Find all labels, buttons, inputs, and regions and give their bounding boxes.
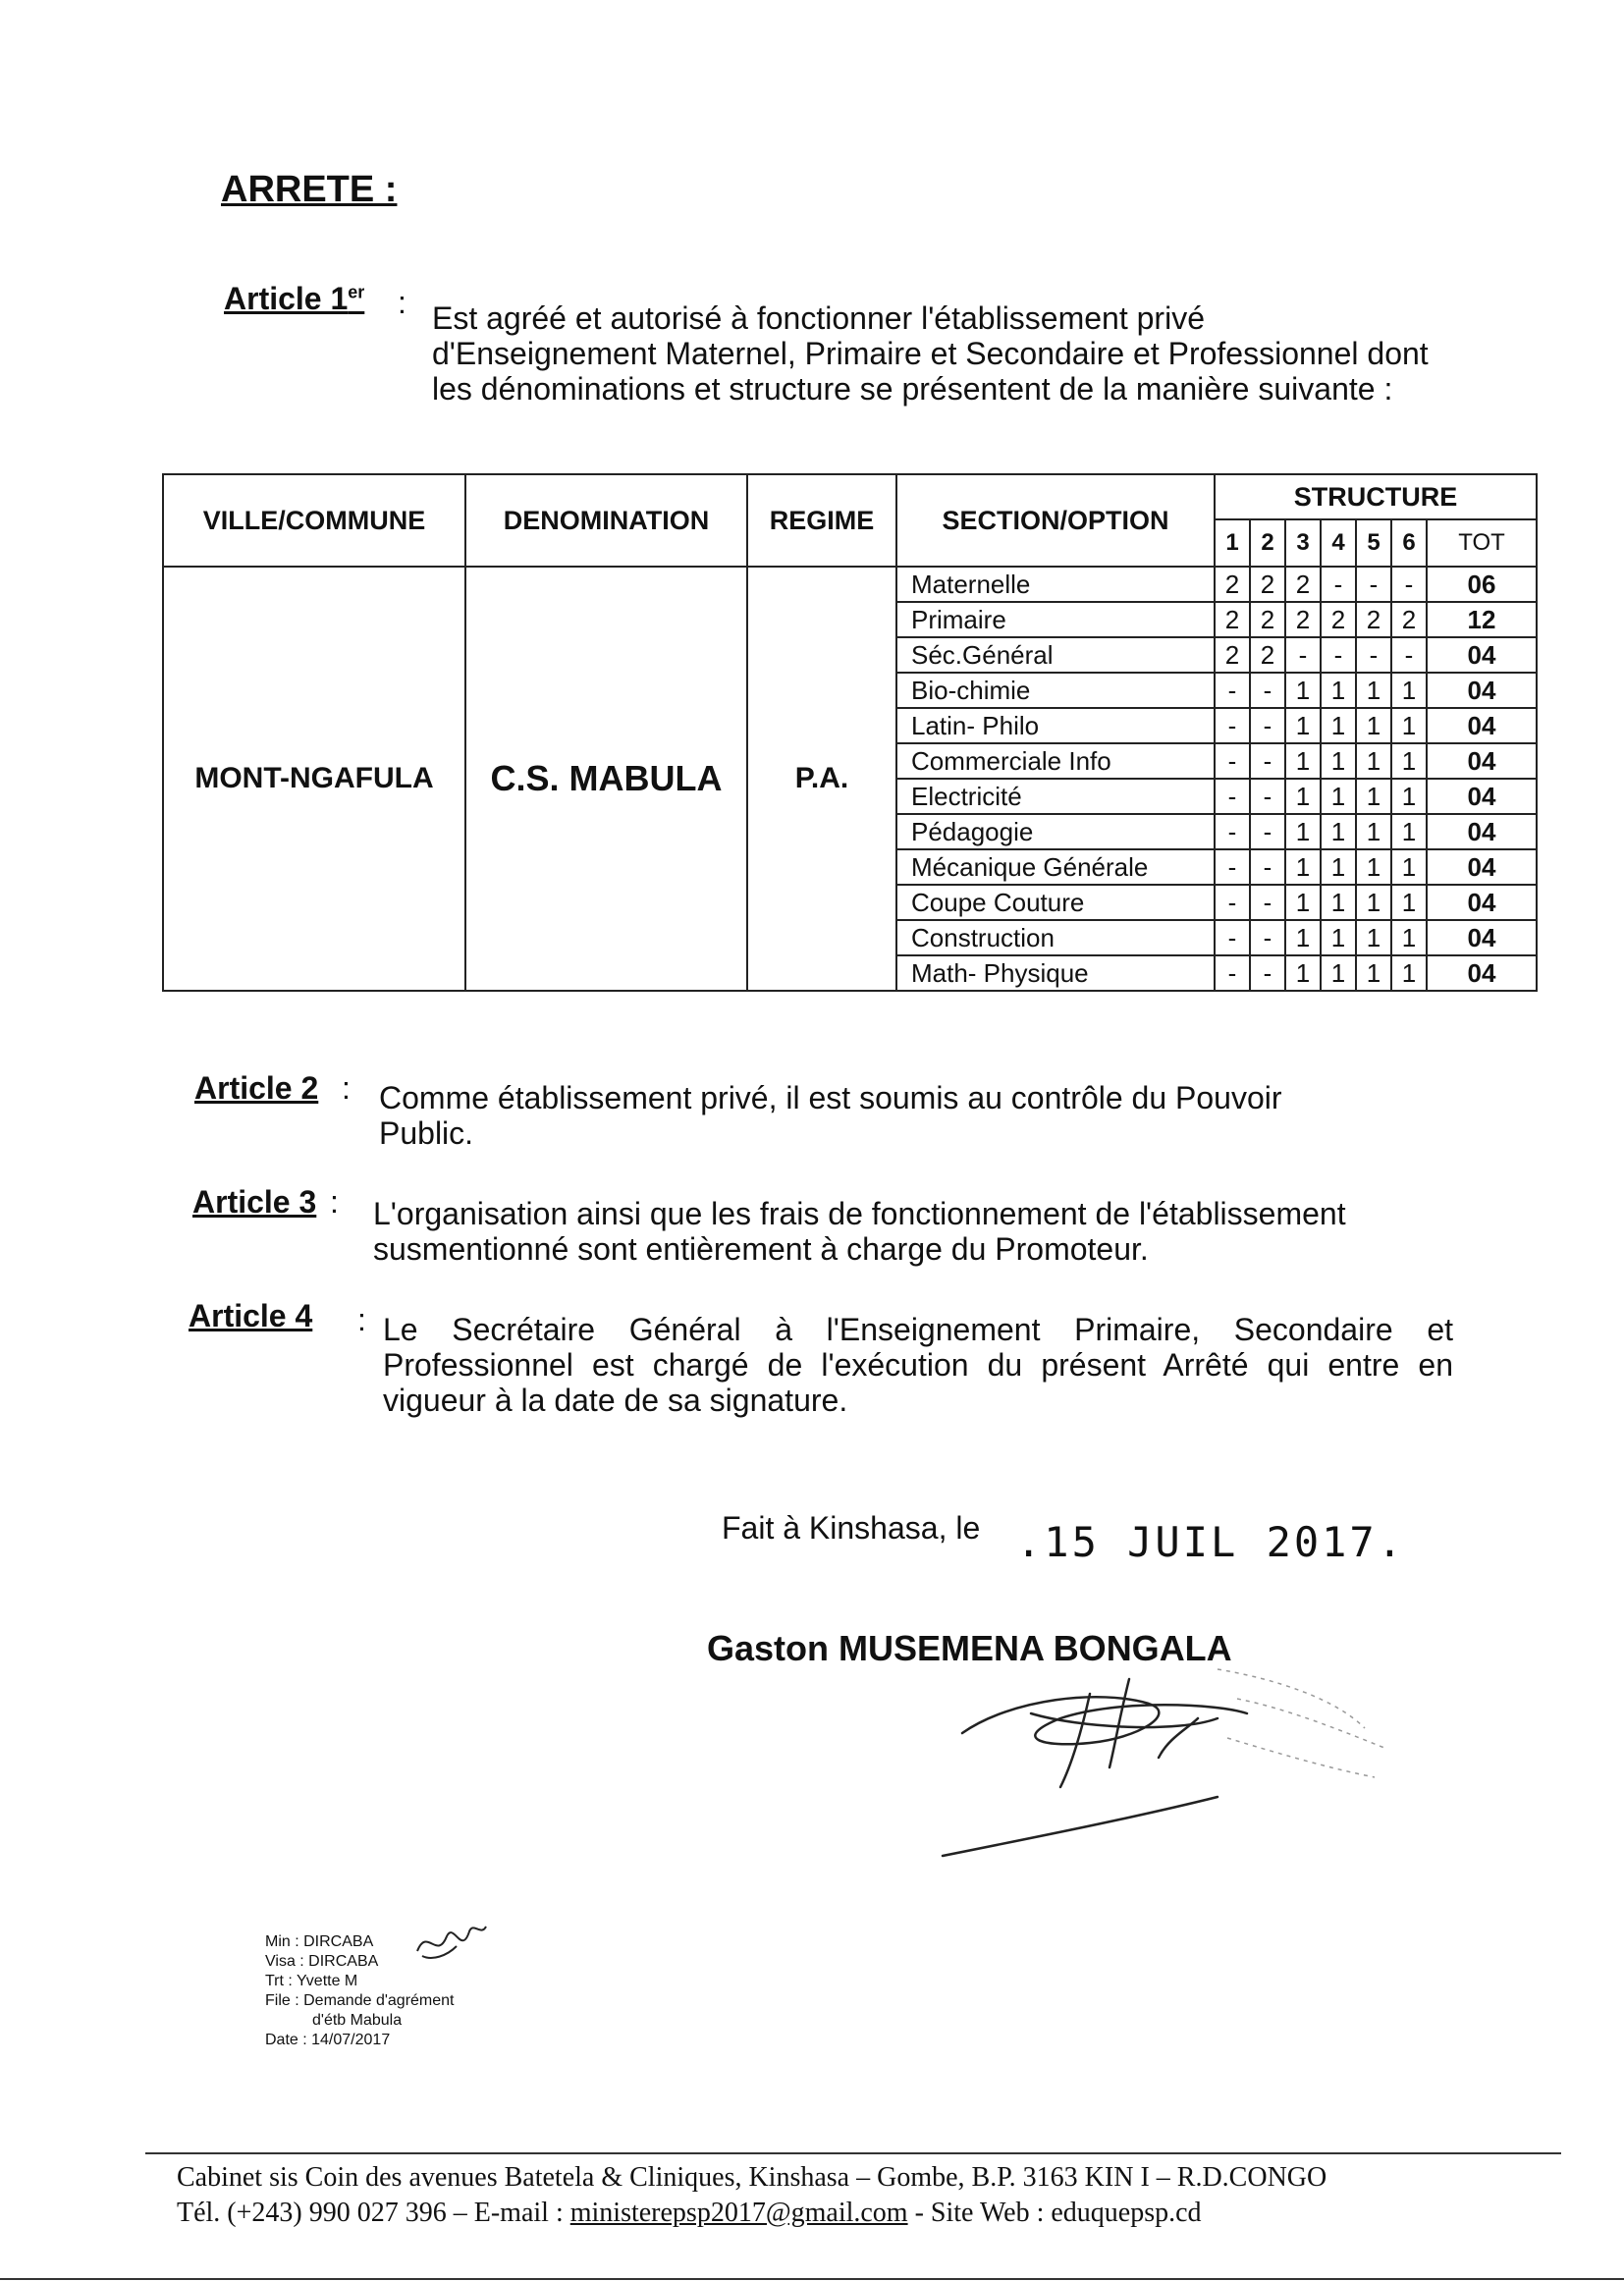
header-section: SECTION/OPTION	[896, 474, 1215, 567]
table-row	[163, 567, 1537, 602]
cell-year-6: 1	[1391, 814, 1427, 849]
header-structure: STRUCTURE	[1215, 474, 1537, 519]
cell-year-1: -	[1215, 885, 1250, 920]
article-2-text: Comme établissement privé, il est soumis au contrôle du Pouvoir Public.	[379, 1080, 1282, 1151]
cell-year-1: -	[1215, 814, 1250, 849]
cell-year-2: -	[1250, 743, 1285, 779]
cell-total: 04	[1427, 814, 1537, 849]
cell-year-6: 1	[1391, 885, 1427, 920]
article-1-text: Est agréé et autorisé à fonctionner l'établissement privé d'Enseignement Maternel, Primaire et Secondaire et Professionnel dont les dénominations et structure se présentent de la manière suivante :	[432, 300, 1429, 407]
header-col-2: 2	[1250, 519, 1285, 567]
cell-year-3: 1	[1285, 955, 1321, 991]
cell-year-4: 1	[1321, 885, 1356, 920]
cell-year-2: 2	[1250, 602, 1285, 637]
article-3-text: L'organisation ainsi que les frais de fonctionnement de l'établissement susmentionné sont entièrement à charge du Promoteur.	[373, 1196, 1346, 1267]
cell-year-5: 1	[1356, 849, 1391, 885]
reference-line: Min : DIRCABA	[265, 1933, 374, 1950]
cell-year-4: 1	[1321, 920, 1356, 955]
cell-total: 06	[1427, 567, 1537, 602]
cell-total: 12	[1427, 602, 1537, 637]
cell-section: Commerciale Info	[896, 743, 1215, 779]
article-1-label: Article 1er	[224, 281, 365, 316]
cell-ville: MONT-NGAFULA	[163, 567, 465, 991]
article-4-text: Le Secrétaire Général à l'Enseignement Primaire, Secondaire et Professionnel est chargé de l'exécution du présent Arrêté qui entre en vigueur à la date de sa signature.	[383, 1312, 1453, 1418]
cell-year-1: 2	[1215, 637, 1250, 673]
footer-address: Cabinet sis Coin des avenues Batetela & Cliniques, Kinshasa – Gombe, B.P. 3163 KIN I – R.D.CONGO	[177, 2162, 1327, 2193]
cell-section: Mécanique Générale	[896, 849, 1215, 885]
cell-year-4: 1	[1321, 779, 1356, 814]
signature-place: Fait à Kinshasa, le	[722, 1510, 981, 1546]
cell-year-2: -	[1250, 885, 1285, 920]
cell-section: Latin- Philo	[896, 708, 1215, 743]
cell-section: Pédagogie	[896, 814, 1215, 849]
cell-year-1: -	[1215, 955, 1250, 991]
cell-section: Electricité	[896, 779, 1215, 814]
reference-line: Trt : Yvette M	[265, 1973, 358, 1989]
cell-year-5: 1	[1356, 779, 1391, 814]
cell-year-2: -	[1250, 708, 1285, 743]
cell-year-1: 2	[1215, 602, 1250, 637]
cell-total: 04	[1427, 885, 1537, 920]
header-ville: VILLE/COMMUNE	[163, 474, 465, 567]
cell-year-4: 1	[1321, 743, 1356, 779]
cell-section: Coupe Couture	[896, 885, 1215, 920]
cell-year-3: 2	[1285, 567, 1321, 602]
cell-section: Primaire	[896, 602, 1215, 637]
article-2-label: Article 2	[194, 1070, 319, 1106]
cell-year-4: -	[1321, 567, 1356, 602]
cell-year-3: 1	[1285, 920, 1321, 955]
cell-year-4: 1	[1321, 955, 1356, 991]
header-col-4: 4	[1321, 519, 1356, 567]
cell-year-3: 1	[1285, 779, 1321, 814]
page-bottom-line	[0, 2278, 1624, 2280]
cell-year-2: -	[1250, 779, 1285, 814]
cell-year-6: 1	[1391, 708, 1427, 743]
cell-total: 04	[1427, 920, 1537, 955]
article-4-label: Article 4	[189, 1298, 313, 1333]
cell-total: 04	[1427, 637, 1537, 673]
cell-year-5: 1	[1356, 673, 1391, 708]
reference-line: Visa : DIRCABA	[265, 1953, 379, 1970]
cell-total: 04	[1427, 708, 1537, 743]
cell-year-5: -	[1356, 567, 1391, 602]
header-regime: REGIME	[747, 474, 896, 567]
cell-year-6: -	[1391, 567, 1427, 602]
cell-year-6: -	[1391, 637, 1427, 673]
cell-year-1: -	[1215, 849, 1250, 885]
cell-year-6: 1	[1391, 849, 1427, 885]
cell-year-6: 1	[1391, 955, 1427, 991]
initials-paraph	[412, 1917, 491, 1966]
cell-year-6: 2	[1391, 602, 1427, 637]
header-col-tot: TOT	[1427, 519, 1537, 567]
article-2-sep: :	[342, 1070, 351, 1106]
article-1-sep: :	[398, 285, 406, 320]
cell-year-1: -	[1215, 779, 1250, 814]
cell-year-4: 1	[1321, 849, 1356, 885]
cell-year-3: 1	[1285, 885, 1321, 920]
cell-section: Séc.Général	[896, 637, 1215, 673]
header-col-6: 6	[1391, 519, 1427, 567]
cell-year-4: 2	[1321, 602, 1356, 637]
cell-year-2: -	[1250, 814, 1285, 849]
cell-year-2: -	[1250, 849, 1285, 885]
cell-year-2: -	[1250, 955, 1285, 991]
signatory-name: Gaston MUSEMENA BONGALA	[707, 1628, 1232, 1668]
handwritten-signature	[923, 1659, 1394, 1885]
footer	[177, 2160, 1326, 2231]
article-4-sep: :	[357, 1302, 366, 1337]
cell-year-3: 1	[1285, 673, 1321, 708]
cell-year-1: 2	[1215, 567, 1250, 602]
cell-section: Bio-chimie	[896, 673, 1215, 708]
cell-year-2: 2	[1250, 567, 1285, 602]
cell-year-5: 2	[1356, 602, 1391, 637]
cell-total: 04	[1427, 779, 1537, 814]
page-title: ARRETE :	[221, 169, 398, 210]
cell-year-4: 1	[1321, 708, 1356, 743]
cell-year-1: -	[1215, 920, 1250, 955]
cell-year-2: -	[1250, 673, 1285, 708]
cell-year-4: 1	[1321, 814, 1356, 849]
cell-year-3: 1	[1285, 743, 1321, 779]
reference-line: File : Demande d'agrément	[265, 1992, 455, 2009]
cell-section: Construction	[896, 920, 1215, 955]
cell-year-5: 1	[1356, 885, 1391, 920]
header-col-1: 1	[1215, 519, 1250, 567]
cell-year-6: 1	[1391, 673, 1427, 708]
cell-section: Math- Physique	[896, 955, 1215, 991]
cell-year-6: 1	[1391, 779, 1427, 814]
reference-line: Date : 14/07/2017	[265, 2032, 391, 2048]
reference-line: d'étb Mabula	[312, 2012, 403, 2029]
footer-contact: Tél. (+243) 990 027 396 – E-mail : ministerepsp2017@gmail.com - Site Web : eduquepsp.cd	[177, 2198, 1202, 2228]
cell-year-5: -	[1356, 637, 1391, 673]
cell-year-5: 1	[1356, 920, 1391, 955]
header-col-3: 3	[1285, 519, 1321, 567]
cell-denomination: C.S. MABULA	[465, 567, 747, 991]
cell-year-3: 2	[1285, 602, 1321, 637]
cell-year-3: -	[1285, 637, 1321, 673]
cell-year-5: 1	[1356, 743, 1391, 779]
cell-total: 04	[1427, 743, 1537, 779]
cell-total: 04	[1427, 849, 1537, 885]
signature-date-stamp: .15 JUIL 2017.	[1016, 1518, 1406, 1566]
article-3-sep: :	[330, 1184, 339, 1220]
cell-year-5: 1	[1356, 814, 1391, 849]
cell-year-5: 1	[1356, 708, 1391, 743]
cell-year-2: 2	[1250, 637, 1285, 673]
article-3-label: Article 3	[192, 1184, 317, 1220]
footer-divider	[145, 2152, 1561, 2154]
header-denomination: DENOMINATION	[465, 474, 747, 567]
cell-total: 04	[1427, 673, 1537, 708]
cell-total: 04	[1427, 955, 1537, 991]
header-col-5: 5	[1356, 519, 1391, 567]
cell-year-6: 1	[1391, 743, 1427, 779]
cell-year-5: 1	[1356, 955, 1391, 991]
article-1-sup: er	[348, 282, 365, 302]
cell-year-1: -	[1215, 708, 1250, 743]
cell-year-3: 1	[1285, 708, 1321, 743]
cell-regime: P.A.	[747, 567, 896, 991]
cell-year-1: -	[1215, 743, 1250, 779]
cell-section: Maternelle	[896, 567, 1215, 602]
cell-year-3: 1	[1285, 849, 1321, 885]
cell-year-4: -	[1321, 637, 1356, 673]
cell-year-2: -	[1250, 920, 1285, 955]
structure-table	[162, 473, 1538, 992]
footer-email-link[interactable]: ministerepsp2017@gmail.com	[569, 2198, 908, 2228]
cell-year-3: 1	[1285, 814, 1321, 849]
cell-year-4: 1	[1321, 673, 1356, 708]
cell-year-1: -	[1215, 673, 1250, 708]
cell-year-6: 1	[1391, 920, 1427, 955]
